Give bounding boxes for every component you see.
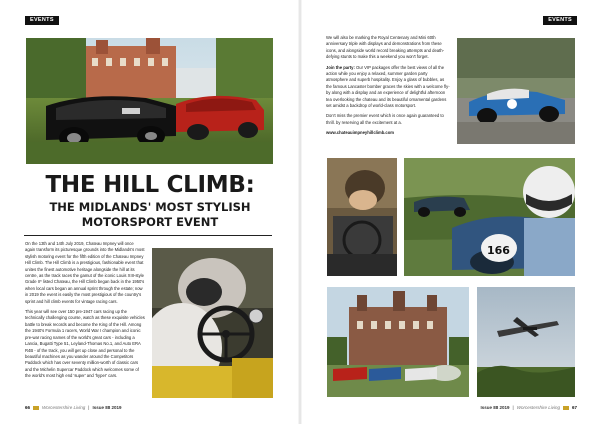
intro-paragraph: On the 13th and 14th July 2019, Chateau Impney will once again transform its picturesque grounds into the Midlands's most stylish motoring event for the fifth edition of the Chateau Impney Hill Climb. The Hill Climb is a prestigious, fashionable event that unites the finest automotive heritage alongside the hill at its centre, as the track races the gamut of the iconic Louis XIII-style Grade II* listed Chateau, the Hill Climb began back in the 1950's when local cars began an annual sprint through the estate; now in 2019 the event is easily the most prestigious of the country's sprint and hill climb events for vintage racing cars. bbox=[25, 241, 145, 304]
right-page bbox=[300, 0, 600, 424]
race-number-text: 166 bbox=[487, 244, 510, 257]
lancaster-bomber-photo bbox=[477, 287, 575, 397]
title-divider bbox=[24, 235, 272, 236]
footer-divider: | bbox=[88, 405, 90, 410]
hero-photo-sports-cars bbox=[26, 38, 273, 164]
cta-paragraph: Don't miss the premier event which is once again guaranteed to thrill. by reserving all the excitement at a. bbox=[326, 113, 444, 125]
left-body-column bbox=[25, 241, 145, 384]
driver-cockpit-photo bbox=[152, 248, 273, 398]
vip-paragraph bbox=[326, 65, 450, 110]
page-number: 66 bbox=[25, 405, 31, 410]
footer-divider: | bbox=[512, 405, 514, 410]
magazine-name: Worcestershire Living bbox=[516, 405, 560, 410]
closing-paragraph: We will also be marking the Royal Centenary and Mini 60th anniversary triple with displays and demonstrations from these icons, and alongside world record breaking attempts and death-defying stunts to make this a weekend you won't forget. bbox=[326, 35, 445, 60]
right-footer bbox=[481, 405, 577, 410]
second-paragraph: This year will see over 150 pre-1947 cars racing up the technically challenging course, watch as these exquisite vehicles battle to break records and become the King of the Hill. Among the 1940's Formula 1 racers, World War I champion and iconic pre-war racing names of the world's great cars - including a Lancia, Bugatti Type 51, Leyland-Thomas No.1, and Auto ERA R4B - of the track, you will get up close and personal to the beautiful machines as you wander around the Competitors Paddock which has over seventy million-worth of classic cars and the Michelin Supercar Paddock which welcomes some of the world's most high end 'super' and 'hyper' cars. bbox=[25, 309, 145, 379]
article-subtitle-line1: THE MIDLANDS' MOST STYLISH bbox=[49, 200, 251, 214]
vip-lead: Join the party: bbox=[326, 64, 355, 70]
article-subtitle-line2: MOTORSPORT EVENT bbox=[81, 215, 219, 229]
website-link[interactable]: www.chateauimpneyhillclimb.com bbox=[326, 130, 395, 136]
section-tag: EVENTS bbox=[543, 16, 577, 25]
footer-accent bbox=[563, 406, 569, 410]
page-number: 67 bbox=[571, 405, 577, 410]
helmet-race-photo bbox=[404, 158, 575, 276]
footer-accent bbox=[33, 406, 39, 410]
blue-racecar-photo bbox=[457, 38, 575, 144]
left-footer bbox=[25, 405, 121, 410]
chateau-cars-photo bbox=[327, 287, 469, 397]
magazine-name: Worcestershire Living bbox=[42, 405, 86, 410]
vip-body: Our VIP packages offer the best views of all the action while you enjoy a relaxed, summer garden party atmosphere and superb hospitality. Enjoy a glass of bubbles, as the famous Lancaster bomber graces the skies with a welcome fly-by along with a display and an experience of delightful afternoon tea overlooking the chateau and its beautiful ornamental gardens set amidst a backdrop of world-class motorsport. bbox=[326, 64, 450, 109]
article-title: THE HILL CLIMB: bbox=[45, 172, 255, 198]
issue-label: Issue 88 2019 bbox=[480, 405, 510, 410]
issue-label: Issue 88 2019 bbox=[92, 405, 122, 410]
right-body-column bbox=[326, 35, 450, 141]
section-tag: EVENTS bbox=[25, 16, 59, 25]
vintage-driver-photo bbox=[327, 158, 397, 276]
spread-gutter bbox=[298, 0, 302, 424]
